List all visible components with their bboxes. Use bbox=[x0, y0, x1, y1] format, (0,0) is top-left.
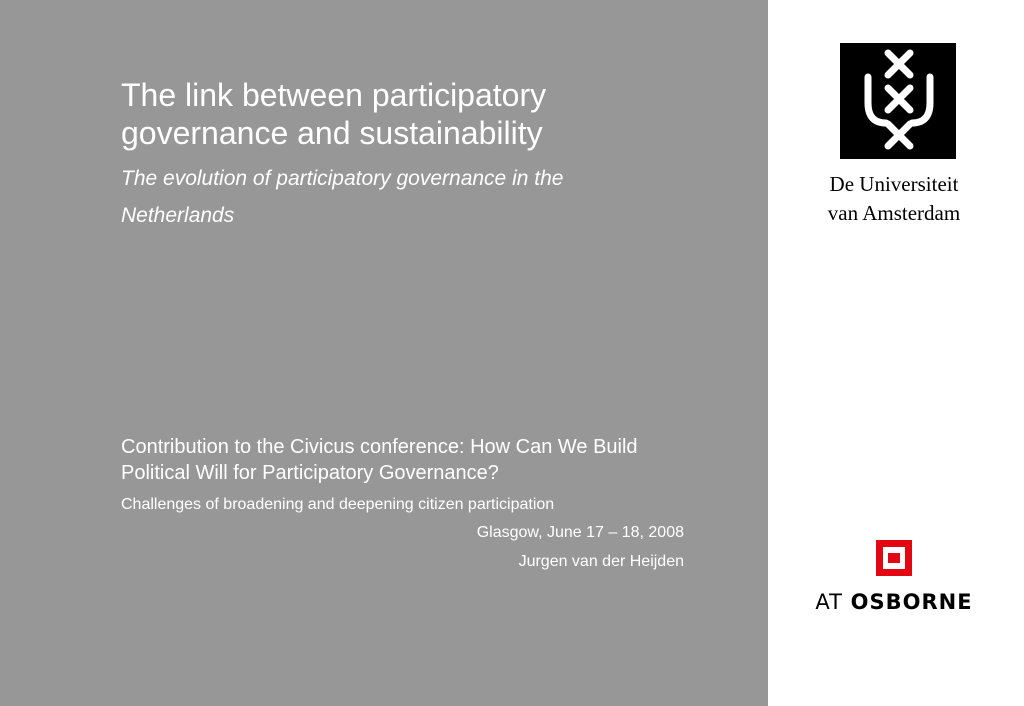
author-name: Jurgen van der Heijden bbox=[518, 553, 684, 570]
uva-emblem-icon bbox=[840, 43, 956, 159]
contribution-text: Contribution to the Civicus conference: How Can We Build Political Will for Participatory Governance? bbox=[121, 436, 638, 484]
challenges-text: Challenges of broadening and deepening citizen participation bbox=[121, 496, 555, 513]
uva-name-line1: De Universiteit bbox=[829, 172, 959, 196]
slide-subtitle: The evolution of participatory governance in the Netherlands bbox=[121, 167, 564, 227]
place-date: Glasgow, June 17 – 18, 2008 bbox=[476, 524, 684, 541]
slide-title: The link between participatory governance and sustainability bbox=[121, 77, 547, 151]
uva-name-line2: van Amsterdam bbox=[827, 201, 961, 225]
uva-name bbox=[794, 170, 994, 228]
osborne-square-icon bbox=[876, 540, 912, 576]
osborne-name bbox=[780, 587, 1008, 617]
osborne-prefix: AT bbox=[815, 590, 843, 614]
osborne-brand: OSBORNE bbox=[850, 590, 973, 614]
